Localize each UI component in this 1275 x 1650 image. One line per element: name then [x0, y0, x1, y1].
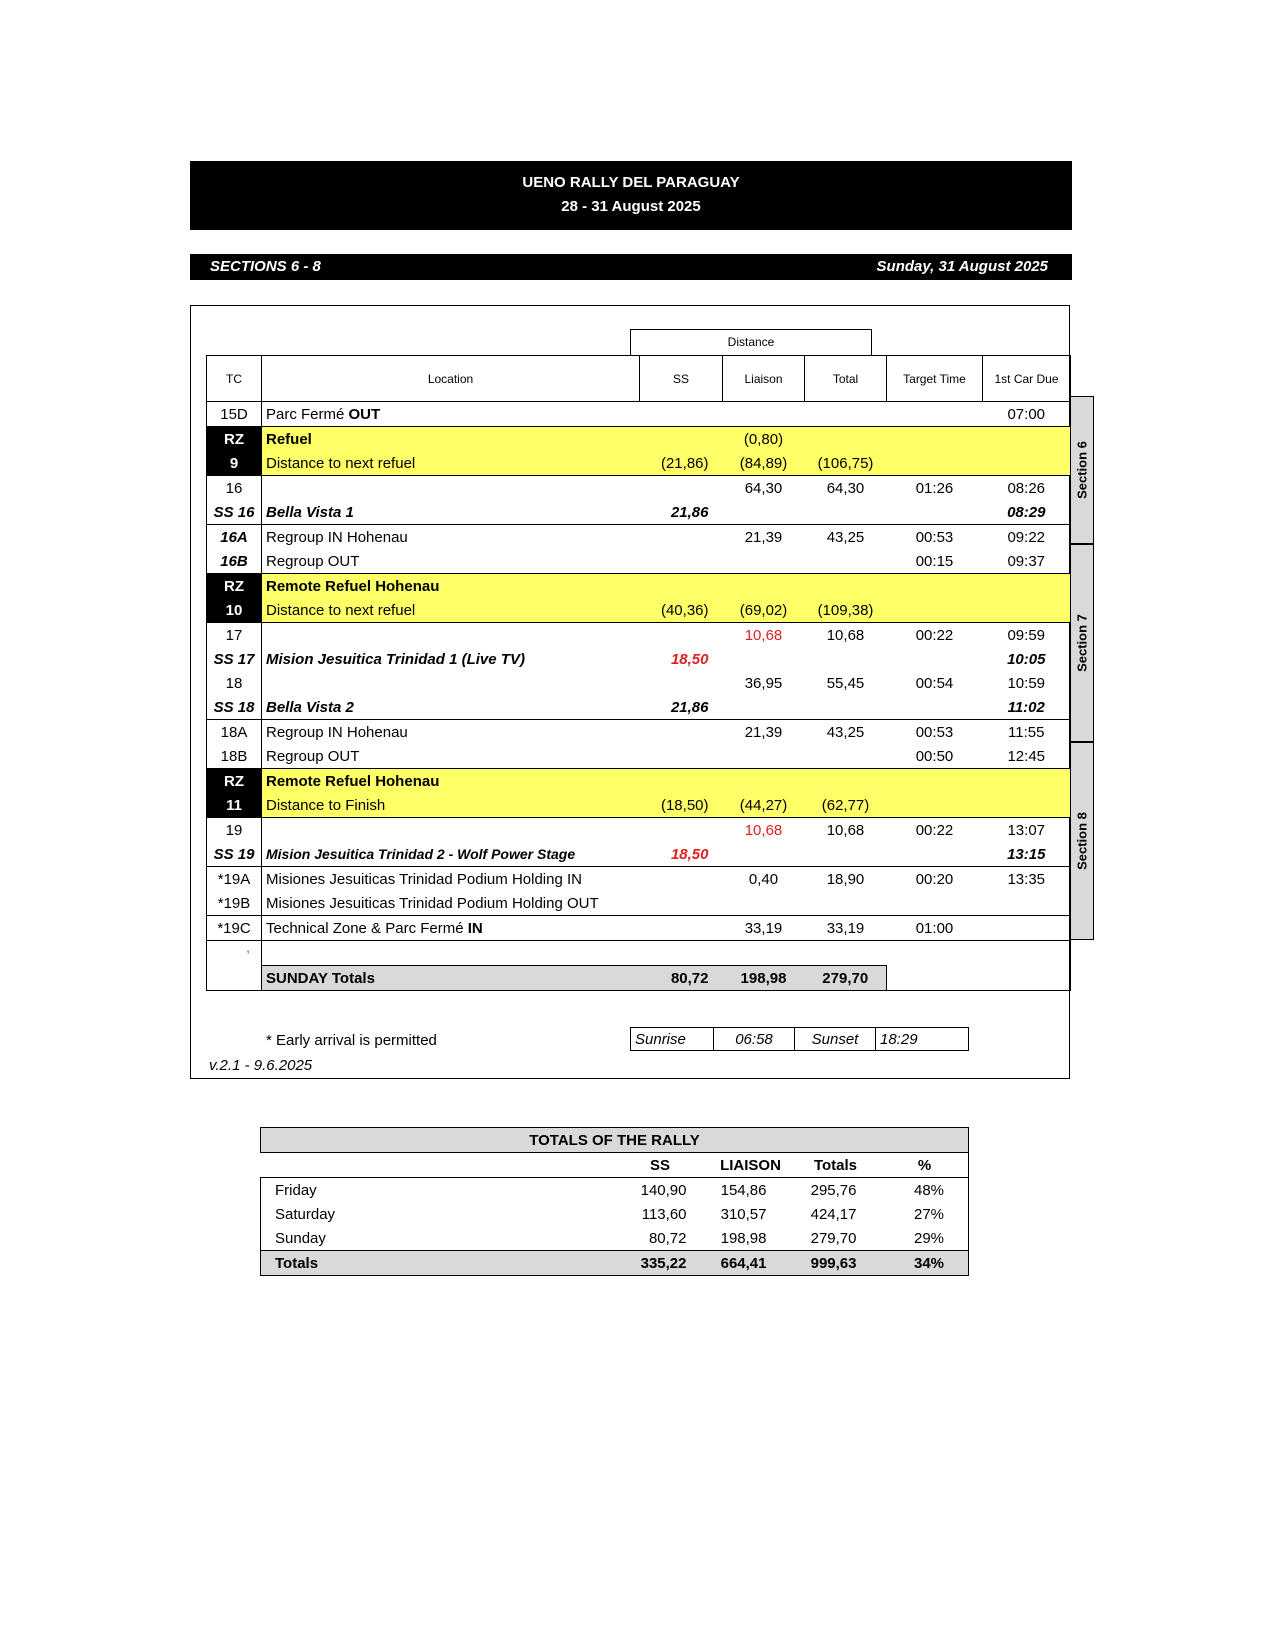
itinerary-table — [206, 355, 1071, 991]
refuel-row — [207, 793, 1071, 818]
table-row — [207, 744, 1071, 769]
refuel-row — [207, 769, 1071, 794]
section-bar — [190, 254, 1072, 280]
spacer-row — [207, 941, 1071, 966]
location-cell: Bella Vista 1 — [266, 503, 354, 521]
total-cell: 10,68 — [805, 818, 887, 843]
tc-cell: SS 17 — [207, 647, 262, 671]
table-row — [207, 916, 1071, 941]
location-cell: Refuel — [262, 427, 640, 452]
location-cell: Distance to next refuel — [262, 598, 640, 623]
due-cell: 10:05 — [1007, 650, 1046, 668]
tc-cell: 16B — [207, 549, 262, 574]
target-cell: 00:54 — [915, 674, 954, 692]
tc-cell: 16 — [207, 476, 262, 501]
liaison-cell: 10,68 — [723, 818, 805, 843]
liaison-cell: 33,19 — [723, 916, 805, 941]
ss-cell: 21,86 — [670, 503, 709, 521]
refuel-row — [207, 574, 1071, 599]
table-header-row — [207, 356, 1071, 402]
tc-cell: SS 19 — [207, 842, 262, 867]
col-ss: SS — [640, 356, 723, 402]
total-cell: 18,90 — [805, 867, 887, 892]
tc-cell: *19B — [207, 891, 262, 916]
location-cell: Remote Refuel Hohenau — [262, 769, 640, 794]
target-cell: 01:26 — [887, 476, 983, 501]
col-total: Total — [805, 356, 887, 402]
table-row — [207, 671, 1071, 695]
total-cell: 33,19 — [805, 916, 887, 941]
target-cell: 00:20 — [887, 867, 983, 892]
total-cell — [805, 402, 887, 427]
table-row: Saturday 113,60 310,57 424,17 27% — [261, 1202, 969, 1226]
location-cell: Misiones Jesuiticas Trinidad Podium Holding OUT — [266, 894, 599, 912]
col-liaison: LIAISON — [711, 1153, 791, 1178]
ss-cell — [640, 402, 723, 427]
target-cell: 00:50 — [915, 747, 954, 765]
liaison-cell: (44,27) — [723, 793, 805, 818]
tc-cell: 18 — [207, 671, 262, 695]
total-cell: (62,77) — [805, 793, 887, 818]
stage-row — [207, 500, 1071, 525]
due-cell: 13:35 — [983, 867, 1071, 892]
totals-liaison: 198,98 — [723, 966, 805, 991]
distance-header: Distance — [630, 329, 872, 356]
liaison-cell: 21,39 — [723, 720, 805, 745]
total-cell: (106,75) — [805, 451, 887, 476]
sunrise-time: 06:58 — [714, 1028, 795, 1051]
table-row — [207, 720, 1071, 745]
due-cell: 13:15 — [1007, 845, 1046, 863]
liaison-cell: 10,68 — [723, 623, 805, 648]
location-cell: Bella Vista 2 — [266, 698, 354, 716]
col-location: Location — [262, 356, 640, 402]
target-cell: 00:53 — [887, 525, 983, 550]
day-cell: Totals — [261, 1251, 601, 1276]
target-cell: 00:22 — [887, 818, 983, 843]
day-label: Sunday, 31 August 2025 — [876, 258, 1048, 275]
due-cell: 09:22 — [983, 525, 1071, 550]
sun-times — [630, 1027, 969, 1051]
location-cell: Regroup OUT — [266, 747, 360, 765]
tc-cell: 17 — [207, 623, 262, 648]
tc-cell: 10 — [207, 598, 262, 623]
sunrise-label: Sunrise — [631, 1028, 714, 1051]
location-cell: Parc Fermé OUT — [266, 405, 381, 423]
total-cell: 10,68 — [805, 623, 887, 648]
ss-cell: (40,36) — [640, 598, 723, 623]
table-row — [207, 818, 1071, 843]
section-7-tab: Section 7 — [1070, 544, 1094, 742]
tc-cell: 16A — [207, 525, 262, 550]
due-cell: 10:59 — [1007, 674, 1046, 692]
col-tc: TC — [207, 356, 262, 402]
location-cell: Misiones Jesuiticas Trinidad Podium Holding IN — [262, 867, 640, 892]
location-cell: Regroup OUT — [266, 552, 360, 570]
location-cell: Distance to Finish — [262, 793, 640, 818]
tc-cell: SS 18 — [207, 695, 262, 720]
refuel-row — [207, 451, 1071, 476]
tc-cell: 15D — [207, 402, 262, 427]
total-cell: 43,25 — [805, 525, 887, 550]
tc-cell: SS 16 — [207, 500, 262, 525]
target-cell: 00:15 — [915, 552, 954, 570]
target-cell: 00:53 — [887, 720, 983, 745]
sections-label: SECTIONS 6 - 8 — [210, 258, 321, 275]
ss-cell: 21,86 — [670, 698, 709, 716]
day-cell: Sunday — [275, 1229, 326, 1247]
col-first-car-due: 1st Car Due — [983, 356, 1071, 402]
totals-ss: 80,72 — [640, 966, 723, 991]
tc-cell: 18A — [207, 720, 262, 745]
due-cell: 07:00 — [1007, 405, 1046, 423]
table-row — [207, 402, 1071, 427]
table-row — [207, 525, 1071, 550]
table-row — [207, 476, 1071, 501]
col-totals: Totals — [791, 1153, 881, 1178]
ss-cell: 18,50 — [670, 845, 709, 863]
target-cell — [887, 402, 983, 427]
rally-totals-sum-row: Totals 335,22 664,41 999,63 34% — [261, 1251, 969, 1276]
rally-dates: 28 - 31 August 2025 — [561, 198, 701, 215]
sunset-time: 18:29 — [876, 1028, 969, 1051]
totals-total: 279,70 — [805, 966, 887, 991]
tc-cell: RZ — [207, 574, 262, 599]
tc-cell: *19A — [207, 867, 262, 892]
location-cell: Mision Jesuitica Trinidad 1 (Live TV) — [266, 650, 525, 668]
section-8-tab: Section 8 — [1070, 742, 1094, 940]
totals-label: SUNDAY Totals — [262, 966, 640, 991]
table-row — [207, 891, 1071, 916]
location-cell: Technical Zone & Parc Fermé IN — [262, 916, 640, 941]
due-cell: 09:59 — [983, 623, 1071, 648]
location-cell — [262, 476, 640, 501]
table-row — [207, 867, 1071, 892]
location-cell: Remote Refuel Hohenau — [262, 574, 640, 599]
liaison-cell: 0,40 — [723, 867, 805, 892]
version-label: v.2.1 - 9.6.2025 — [209, 1057, 313, 1074]
col-ss: SS — [601, 1153, 711, 1178]
refuel-row — [207, 598, 1071, 623]
tc-cell: *19C — [207, 916, 262, 941]
ss-cell: (18,50) — [640, 793, 723, 818]
tc-cell: 19 — [207, 818, 262, 843]
total-cell: (109,38) — [805, 598, 887, 623]
target-cell: 01:00 — [887, 916, 983, 941]
tc-cell: 9 — [207, 451, 262, 476]
liaison-cell: 21,39 — [723, 525, 805, 550]
stage-row — [207, 842, 1071, 867]
location-cell: Mision Jesuitica Trinidad 2 - Wolf Power Stage — [266, 846, 576, 862]
liaison-cell: 36,95 — [744, 674, 783, 692]
rally-totals-table — [260, 1127, 969, 1276]
stage-row — [207, 647, 1071, 671]
col-liaison: Liaison — [723, 356, 805, 402]
total-cell: 64,30 — [805, 476, 887, 501]
table-row — [207, 549, 1071, 574]
due-cell: 08:26 — [983, 476, 1071, 501]
ss-cell: 18,50 — [670, 650, 709, 668]
total-cell: 55,45 — [826, 674, 865, 692]
due-cell: 08:29 — [1007, 503, 1046, 521]
rally-title: UENO RALLY DEL PARAGUAY — [522, 174, 740, 191]
target-cell: 00:22 — [887, 623, 983, 648]
due-cell: 13:07 — [983, 818, 1071, 843]
liaison-cell — [723, 402, 805, 427]
early-arrival-note: * Early arrival is permitted — [266, 1032, 437, 1049]
sunday-totals-row — [207, 966, 1071, 991]
section-6-tab: Section 6 — [1070, 396, 1094, 544]
table-row: Sunday 80,72 198,98 279,70 29% — [261, 1226, 969, 1251]
table-row — [207, 623, 1071, 648]
liaison-cell: (84,89) — [723, 451, 805, 476]
due-cell: 11:55 — [983, 720, 1071, 745]
due-cell: 11:02 — [1007, 698, 1045, 716]
stray-mark: , — [246, 939, 250, 955]
tc-cell: RZ — [207, 769, 262, 794]
stage-row — [207, 695, 1071, 720]
location-cell: Regroup IN Hohenau — [262, 525, 640, 550]
liaison-cell: (0,80) — [723, 427, 805, 452]
title-banner — [190, 161, 1072, 230]
tc-cell: RZ — [207, 427, 262, 452]
tc-cell: 11 — [207, 793, 262, 818]
day-cell: Friday — [275, 1181, 317, 1199]
rally-totals-title: TOTALS OF THE RALLY — [261, 1128, 969, 1153]
location-cell: Regroup IN Hohenau — [262, 720, 640, 745]
rally-totals-header — [261, 1153, 969, 1178]
sunset-label: Sunset — [795, 1028, 876, 1051]
due-cell: 12:45 — [1007, 747, 1046, 765]
liaison-cell: (69,02) — [723, 598, 805, 623]
ss-cell: (21,86) — [640, 451, 723, 476]
refuel-row — [207, 427, 1071, 452]
liaison-cell: 64,30 — [723, 476, 805, 501]
table-row: Friday 140,90 154,86 295,76 48% — [261, 1178, 969, 1203]
day-cell: Saturday — [275, 1205, 336, 1223]
tc-cell: 18B — [207, 744, 262, 769]
col-percent: % — [881, 1153, 969, 1178]
due-cell: 09:37 — [1007, 552, 1046, 570]
col-target-time: Target Time — [887, 356, 983, 402]
location-cell: Distance to next refuel — [262, 451, 640, 476]
total-cell: 43,25 — [805, 720, 887, 745]
